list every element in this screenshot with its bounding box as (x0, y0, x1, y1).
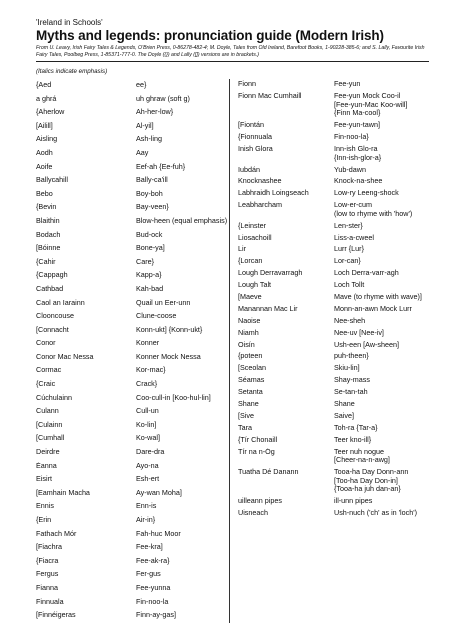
entry-term: [Culainn (36, 420, 63, 429)
glossary-entry (36, 351, 229, 365)
glossary-entry (238, 387, 429, 399)
glossary-entry (238, 79, 429, 91)
entry-pronunciation: Ash-ling (136, 135, 162, 144)
entry-term: Caol an Iarainn (36, 298, 85, 307)
entry-term: Labhraidh Loingseach (238, 189, 309, 198)
glossary-entry (36, 405, 229, 419)
entry-term: [Fiontán (238, 121, 264, 130)
entry-term: Culann (36, 407, 59, 416)
glossary-entry (36, 378, 229, 392)
entry-term: Aoife (36, 162, 53, 171)
entry-pronunciation: Knock-na-shee (334, 177, 383, 186)
entry-pronunciation: Fee-ak-ra} (136, 556, 170, 565)
glossary-entry (238, 280, 429, 292)
glossary-entry (36, 460, 229, 474)
glossary-entry (238, 120, 429, 132)
series-label: 'Ireland in Schools' (36, 18, 103, 27)
entry-term: {Aherlow (36, 108, 65, 117)
entry-term: Cathbad (36, 284, 64, 293)
entry-term: {Cappagh (36, 271, 68, 280)
entry-pronunciation: Mave (to rhyme with wave)] (334, 293, 422, 302)
glossary-entry (36, 500, 229, 514)
entry-pronunciation: Ah-her-low} (136, 108, 174, 117)
entry-term: Cormac (36, 366, 62, 375)
entry-pronunciation: Ayo-na (136, 461, 159, 470)
entry-term: Éanna (36, 461, 57, 470)
entry-term: Lough Derravarragh (238, 269, 303, 278)
entry-pronunciation: Quail un Eer-unn (136, 298, 191, 307)
glossary-entry (238, 446, 429, 466)
entry-term: Naoise (238, 316, 261, 325)
entry-term: Knocknashee (238, 177, 282, 186)
glossary-entry (36, 106, 229, 120)
glossary-entry (238, 188, 429, 200)
entry-pronunciation: Enn-is (136, 502, 157, 511)
entry-term: Lough Talt (238, 281, 272, 290)
glossary-entry (36, 269, 229, 283)
entry-term: Eisirt (36, 475, 52, 484)
entry-pronunciation: Toh-ra {Tar-a} (334, 423, 378, 432)
entry-pronunciation: Fee-kra] (136, 543, 163, 552)
entry-term: {Fiacra (36, 556, 59, 565)
entry-term: {Cahir (36, 257, 56, 266)
glossary-entry (238, 220, 429, 232)
entry-pronunciation: Kor-mac} (136, 366, 166, 375)
entry-term: [Cumhall (36, 434, 65, 443)
entry-pronunciation: Clune-coose (136, 312, 177, 321)
entry-pronunciation: Teer kno-ill} (334, 435, 372, 444)
entry-term: Niamh (238, 328, 259, 337)
entry-term: [Finnéigeras (36, 611, 76, 620)
entry-pronunciation: Bone-ya] (136, 244, 165, 253)
glossary-entry (238, 496, 429, 508)
entry-term: {Erin (36, 516, 52, 524)
entry-pronunciation: Bay-veen} (136, 203, 169, 212)
entry-pronunciation: Shay-mass (334, 376, 370, 385)
entry-pronunciation: Ush-nuch ('ch' as in 'loch') (334, 509, 417, 518)
entry-pronunciation: Finn-ay-gas] (136, 611, 176, 620)
glossary-entry (238, 351, 429, 363)
entry-term: {Bevin (36, 203, 57, 212)
glossary-entry (238, 434, 429, 446)
entry-term: Fionn Mac Cumhaill (238, 92, 302, 101)
entry-term: Setanta (238, 388, 263, 397)
glossary-entry (36, 432, 229, 446)
entry-pronunciation: Shane (334, 400, 355, 409)
entry-pronunciation: Konner Mock Nessa (136, 352, 201, 361)
glossary-entry (238, 268, 429, 280)
source-citation: From U. Leavy, Irish Fairy Tales & Legends, O'Brien Press, 0-86278-482-4; M. Doyle, Tales from Old Ireland, Barefoot Books, 1-90228-385-6; and S. Lally, Favourite Irish Fairy Tales, Poolbeg Press, 1-85371-777-0. The Doyle ({}) and Lally ([]) versions are in brackets.) (36, 45, 425, 58)
glossary-entry (238, 339, 429, 351)
entry-pronunciation: Fee-yun-tawn] (334, 121, 380, 130)
entry-term: Ennis (36, 502, 54, 511)
glossary-entry (36, 310, 229, 324)
glossary-entry (36, 514, 229, 528)
entry-term: {Fionnuala (238, 133, 272, 142)
glossary-entry (36, 324, 229, 338)
entry-pronunciation: Crack} (136, 380, 158, 389)
entry-pronunciation: Fah-huc Moor (136, 529, 181, 538)
entry-term: Aodh (36, 148, 53, 157)
entry-pronunciation: Len-ster} (334, 221, 363, 230)
glossary-entry (238, 304, 429, 316)
entry-pronunciation: Konn-ukt] {Konn-ukt} (136, 325, 203, 334)
glossary-entry (36, 79, 229, 93)
glossary-entry (36, 188, 229, 202)
entry-term: Finnuala (36, 597, 64, 606)
entry-term: [Fiachra (36, 543, 62, 552)
entry-pronunciation: Fer-gus (136, 570, 161, 579)
entry-pronunciation: ee} (136, 81, 147, 89)
glossary-entry (238, 244, 429, 256)
entry-pronunciation: Cull-un (136, 407, 159, 416)
entry-pronunciation: Monn-an-awn Mock Lurr (334, 304, 412, 313)
entry-term: Conor (36, 339, 56, 348)
entry-pronunciation: Loch Tollt (334, 281, 365, 290)
entry-pronunciation: Nee-sheh (334, 316, 366, 325)
entry-term: Tuatha Dé Danann (238, 468, 299, 477)
entry-pronunciation: Esh-ert (136, 475, 160, 484)
entry-pronunciation: Care} (136, 257, 154, 266)
glossary-entry (238, 316, 429, 328)
entry-term: Clooncouse (36, 312, 74, 321)
glossary-entry (238, 467, 429, 496)
glossary-entry (36, 147, 229, 161)
entry-pronunciation: Ko-wal] (136, 434, 160, 443)
entry-term: Uisneach (238, 509, 268, 518)
glossary-entry (36, 161, 229, 175)
entry-term: Deirdre (36, 448, 60, 457)
entry-term: Conor Mac Nessa (36, 352, 94, 361)
entry-pronunciation: Air-in} (136, 516, 156, 524)
entry-term: Tara (238, 423, 252, 432)
glossary-entry (36, 392, 229, 406)
entry-pronunciation: Fee-yun Mock Coo-il [Fee-yun-Mac Koo-will] {Finn Ma-cool} (334, 92, 408, 118)
entry-term: Fianna (36, 583, 58, 592)
page-title: Myths and legends: pronunciation guide (Modern Irish) (36, 28, 384, 43)
glossary-entry (238, 91, 429, 120)
entry-pronunciation: Boy-boh (136, 189, 163, 198)
entry-term: Manannan Mac Lir (238, 304, 298, 313)
entry-term: Fionn (238, 80, 256, 89)
glossary-entry (36, 555, 229, 569)
entry-term: Blaithin (36, 216, 60, 225)
glossary-entry (36, 256, 229, 270)
glossary-entry (36, 596, 229, 610)
glossary-entry (36, 364, 229, 378)
entry-term: [Eamhain Macha (36, 488, 90, 497)
entry-pronunciation: Lor-can} (334, 257, 361, 266)
entry-pronunciation: Low-er-cum (low to rhyme with 'how') (334, 201, 413, 218)
entry-pronunciation: Bally-ca'ill (136, 176, 168, 185)
entry-term: Tír na n-Óg (238, 447, 275, 456)
glossary-entry (238, 256, 429, 268)
entry-term: [Bóinne (36, 244, 61, 253)
entry-term: [Ailill] (36, 121, 53, 130)
right-column (230, 79, 429, 623)
entry-term: [Maeve (238, 293, 262, 302)
entry-pronunciation: Coo-cull-in [Koo-hul-lin] (136, 393, 211, 402)
entry-pronunciation: Fee-yun (334, 80, 361, 89)
entry-pronunciation: Fin-noo-la} (334, 133, 369, 142)
entry-term: Iubdán (238, 165, 260, 174)
glossary-entry (238, 411, 429, 423)
entry-pronunciation: Kapp-a} (136, 271, 162, 280)
glossary-entry (36, 242, 229, 256)
glossary-entry (36, 93, 229, 107)
entry-term: {Aed (36, 81, 52, 89)
glossary-entry (36, 582, 229, 596)
glossary-entry (36, 201, 229, 215)
entry-pronunciation: Yub-dawn (334, 165, 366, 174)
glossary-entry (36, 609, 229, 623)
glossary-entry (238, 363, 429, 375)
glossary-entry (36, 133, 229, 147)
entry-term: Fergus (36, 570, 59, 579)
entry-pronunciation: Fin-noo-la (136, 597, 169, 606)
entry-pronunciation: Ush-een [Aw-sheen] (334, 340, 399, 349)
entry-pronunciation: Aay (136, 148, 149, 157)
entry-term: {poteen (238, 352, 263, 361)
glossary-entry (238, 327, 429, 339)
entry-term: Bebo (36, 189, 53, 198)
entry-pronunciation: Bud-ock (136, 230, 163, 239)
glossary-entry (238, 200, 429, 220)
glossary-entry (36, 297, 229, 311)
entry-pronunciation: uh ghraw (soft g) (136, 94, 190, 103)
entry-term: {Lorcan (238, 257, 263, 266)
glossary-entry (238, 232, 429, 244)
entry-term: a ghrá (36, 94, 57, 103)
entry-pronunciation: Al-yil] (136, 121, 154, 130)
entry-pronunciation: Loch Derra-varr-agh (334, 269, 399, 278)
entry-pronunciation: Saive] (334, 411, 354, 420)
left-column (36, 79, 230, 623)
glossary-entry (36, 174, 229, 188)
glossary-entry (238, 176, 429, 188)
entry-term: Inish Glora (238, 145, 273, 154)
entry-pronunciation: Blow-heen (equal emphasis) (136, 216, 228, 225)
glossary-entry (36, 541, 229, 555)
glossary-entry (36, 568, 229, 582)
entry-term: Aisling (36, 135, 58, 144)
entry-pronunciation: Low-ry Leeng-shock (334, 189, 399, 198)
entry-term: [Sceolan (238, 364, 266, 373)
entry-pronunciation: Nee-uv [Nee-iv] (334, 328, 384, 337)
entry-term: Séamas (238, 376, 265, 385)
glossary-entry (238, 292, 429, 304)
glossary-entry (36, 487, 229, 501)
header-divider (36, 61, 429, 62)
glossary-entry (36, 446, 229, 460)
entry-pronunciation: Liss-a-cweel (334, 233, 374, 242)
entry-pronunciation: Kah-bad (136, 284, 164, 293)
italics-note: (Italics indicate emphasis) (36, 68, 108, 75)
glossary-entry (238, 164, 429, 176)
entry-term: [Connacht (36, 325, 69, 334)
glossary-entry (238, 375, 429, 387)
entry-term: {Craic (36, 380, 56, 389)
entry-term: {Leinster (238, 221, 266, 230)
glossary-entry (238, 508, 429, 520)
entry-term: Ballycahill (36, 176, 68, 185)
entry-term: [Sive (238, 411, 254, 420)
entry-pronunciation: puh-theen} (334, 352, 369, 361)
entry-term: uilleann pipes (238, 497, 282, 506)
entry-pronunciation: Dare-dra (136, 448, 165, 457)
entry-pronunciation: Fee-yunna (136, 583, 171, 592)
glossary-entry (238, 399, 429, 411)
glossary-columns (36, 79, 429, 623)
glossary-entry (36, 215, 229, 229)
glossary-entry (36, 528, 229, 542)
glossary-entry (36, 120, 229, 134)
entry-term: Shane (238, 400, 259, 409)
entry-term: {Tír Chonaill (238, 435, 278, 444)
entry-term: Fathach Mór (36, 529, 77, 538)
glossary-entry (238, 423, 429, 435)
entry-term: Liosachoill (238, 233, 272, 242)
entry-pronunciation: Ay-wan Moha] (136, 488, 182, 497)
glossary-entry (238, 144, 429, 164)
glossary-entry (36, 337, 229, 351)
entry-pronunciation: Inn-ish Glo-ra {Inn-ish-glor-a} (334, 145, 382, 162)
entry-term: Lir (238, 245, 246, 254)
glossary-entry (36, 283, 229, 297)
entry-term: Oisín (238, 340, 255, 349)
glossary-entry (36, 229, 229, 243)
entry-term: Bodach (36, 230, 61, 239)
glossary-entry (238, 132, 429, 144)
entry-pronunciation: Teer nuh nogue [Cheer-na-n-awg] (334, 447, 390, 465)
entry-pronunciation: Konner (136, 339, 160, 348)
glossary-entry (36, 419, 229, 433)
entry-term: Cúchulainn (36, 393, 72, 402)
entry-pronunciation: Se-tan-tah (334, 388, 368, 397)
entry-pronunciation: Skiu-lin] (334, 364, 360, 373)
entry-pronunciation: Eef-ah {Ee-fuh} (136, 162, 186, 171)
entry-term: Leabharcham (238, 201, 282, 210)
entry-pronunciation: Ko-lin] (136, 420, 157, 429)
entry-pronunciation: ill-unn pipes (334, 497, 373, 506)
glossary-entry (36, 473, 229, 487)
entry-pronunciation: Lurr {Lur} (334, 245, 364, 254)
entry-pronunciation: Tooa-ha Day Donn-ann [Too-ha Day Don-in] {Tooa-ha juh dan-an} (334, 468, 409, 494)
